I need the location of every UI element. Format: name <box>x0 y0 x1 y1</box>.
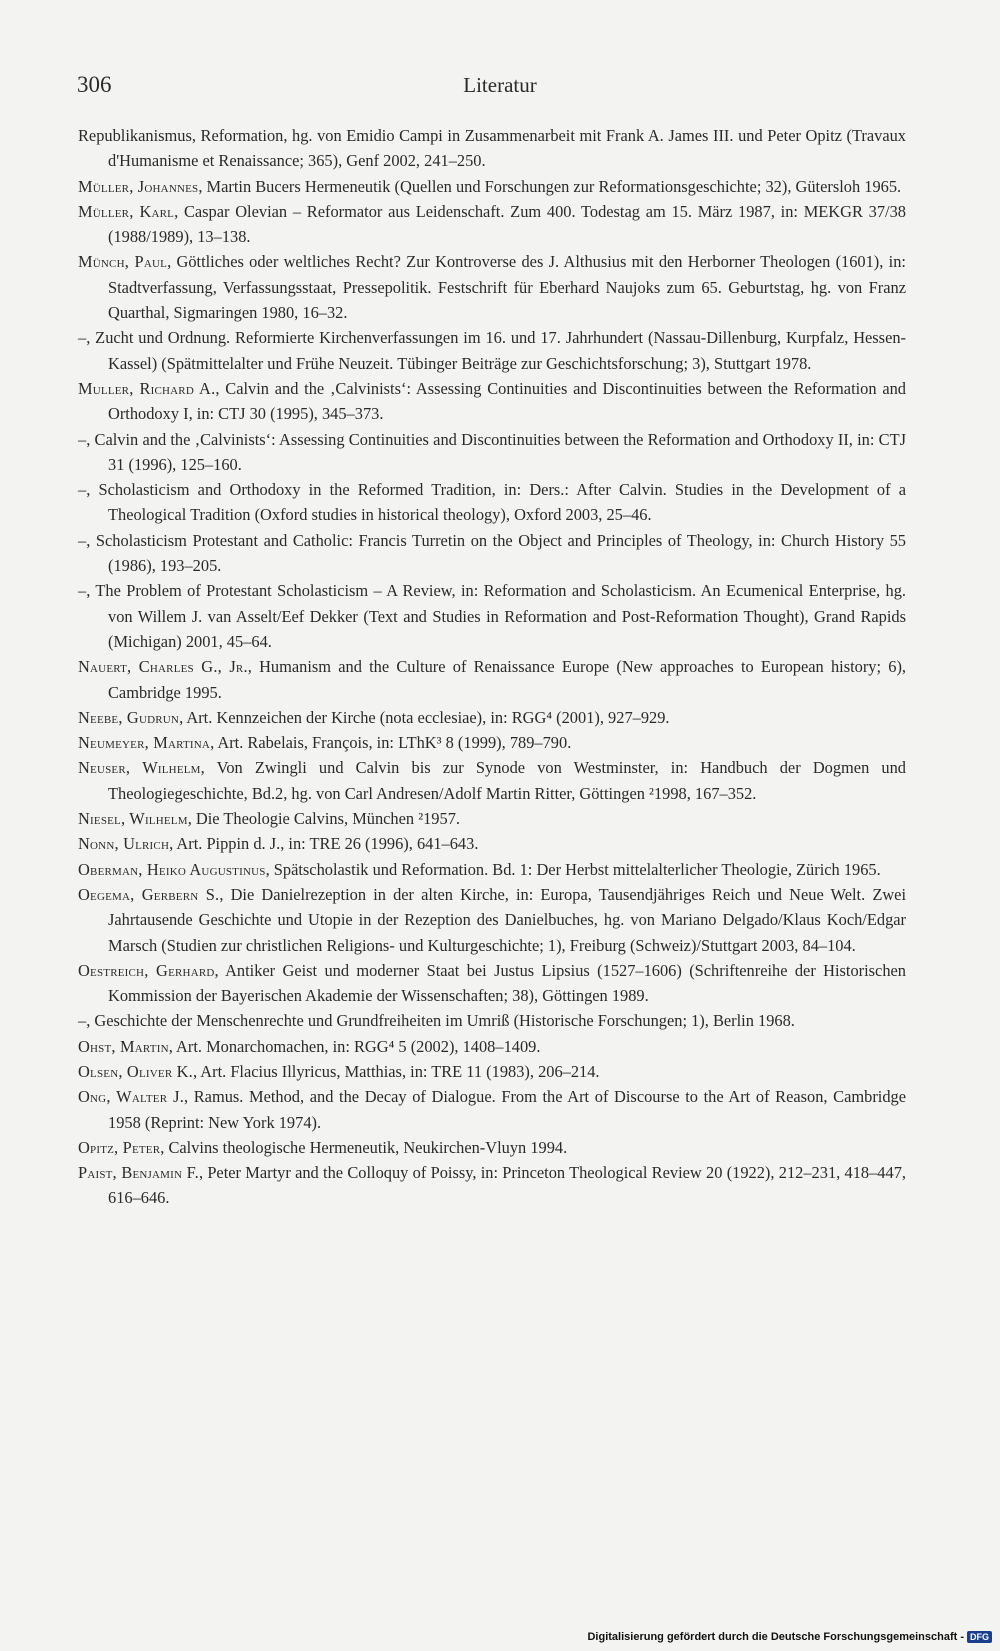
bib-entry <box>78 174 906 199</box>
bib-text: , Peter Martyr and the Colloquy of Poissy, in: Princeton Theological Review 20 (1922), 212–231, 418–447, 616–646. <box>108 1163 906 1208</box>
bib-entry <box>78 1135 906 1160</box>
bib-text: , Art. Pippin d. J., in: TRE 26 (1996), 641–643. <box>169 834 479 854</box>
bib-text: –, Scholasticism and Orthodoxy in the Reformed Tradition, in: Ders.: After Calvin. Studies in the Development of a Theological Tradition (Oxford studies in historical theology), Oxford 2003, 25–46. <box>78 480 906 525</box>
bib-text: , Die Theologie Calvins, München ²1957. <box>187 809 460 829</box>
bib-text: –, Zucht und Ordnung. Reformierte Kirchenverfassungen im 16. und 17. Jahrhundert (Nassau-Dillenburg, Kurpfalz, Hessen-Kassel) (Spätmittelalter und Frühe Neuzeit. Tübinger Beiträge zur Geschichtsforschung; 3), Stuttgart 1978. <box>78 328 906 373</box>
bib-text: , Humanism and the Culture of Renaissance Europe (New approaches to European history; 6), Cambridge 1995. <box>108 657 906 702</box>
bib-author: Opitz, Peter <box>78 1137 161 1157</box>
bib-text: , Calvins theologische Hermeneutik, Neukirchen-Vluyn 1994. <box>160 1137 568 1157</box>
bib-author: Neuser, Wilhelm <box>78 758 201 778</box>
bib-entry <box>78 376 906 427</box>
bib-author: Nonn, Ulrich <box>78 834 170 854</box>
bib-entry <box>78 958 906 1009</box>
bib-text: , Von Zwingli und Calvin bis zur Synode von Westminster, in: Handbuch der Dogmen und Theologiegeschichte, Bd.2, hg. von Carl Andresen/Adolf Martin Ritter, Göttingen ²1998, 167–352. <box>108 758 907 803</box>
bib-text: , Spätscholastik und Reformation. Bd. 1: Der Herbst mittelalterlicher Theologie, Zürich 1965. <box>265 859 881 879</box>
bib-author: Olsen, Oliver K. <box>78 1061 193 1081</box>
bib-author: Oestreich, Gerhard <box>78 960 215 980</box>
bib-entry <box>78 1160 906 1211</box>
bib-entry <box>78 857 906 882</box>
bib-entry <box>78 249 906 325</box>
bib-entry <box>78 730 906 755</box>
bib-text: , Art. Kennzeichen der Kirche (nota ecclesiae), in: RGG⁴ (2001), 927–929. <box>179 707 670 727</box>
digitization-footer <box>587 1631 992 1643</box>
bib-author: Neebe, Gudrun <box>78 707 180 727</box>
bib-author: Niesel, Wilhelm <box>78 809 188 829</box>
bib-entry <box>78 806 906 831</box>
dfg-logo: DFG <box>967 1631 992 1643</box>
bib-author: Müller, Karl <box>78 201 175 221</box>
page-number: 306 <box>77 72 112 97</box>
running-head: Literatur <box>463 73 537 97</box>
bib-entry <box>78 578 906 654</box>
bib-author: Oegema, Gerbern S. <box>78 884 220 904</box>
bib-entry <box>78 477 906 528</box>
bib-entry <box>78 1059 906 1084</box>
bib-entry <box>78 199 906 250</box>
bib-author: Paist, Benjamin F. <box>78 1163 199 1183</box>
bib-text: , Caspar Olevian – Reformator aus Leidenschaft. Zum 400. Todestag am 15. März 1987, in: MEKGR 37/38 (1988/1989), 13–138. <box>108 201 906 247</box>
bib-entry <box>78 755 906 806</box>
bib-text: , Martin Bucers Hermeneutik (Quellen und Forschungen zur Reformationsgeschichte; 32), Gütersloh 1965. <box>198 176 902 196</box>
bib-text: Republikanismus, Reformation, hg. von Emidio Campi in Zusammenarbeit mit Frank A. James III. und Peter Opitz (Travaux d'Humanisme et Renaissance; 365), Genf 2002, 241–250. <box>78 126 906 171</box>
bib-author: Ong, Walter J. <box>78 1087 184 1107</box>
bib-entry <box>78 1034 906 1059</box>
footer-text: Digitalisierung gefördert durch die Deutsche Forschungsgemeinschaft - <box>587 1631 964 1643</box>
bibliography-list <box>78 123 906 1211</box>
bib-entry <box>78 882 906 958</box>
bib-entry <box>78 1084 906 1135</box>
bib-author: Oberman, Heiko Augustinus <box>78 859 266 879</box>
bib-text: , Göttliches oder weltliches Recht? Zur Kontroverse des J. Althusius mit den Herborner Theologen (1601), in: Stadtverfassung, Verfassungsstaat, Pressepolitik. Festschrift für Eberhard Naujoks zum 65. Geburtstag, hg. von Franz Quarthal, Sigmaringen 1980, 16–32. <box>108 252 906 323</box>
bib-author: Ohst, Martin <box>78 1036 169 1056</box>
bib-author: Muller, Richard A. <box>78 378 216 398</box>
bib-text: , Ramus. Method, and the Decay of Dialogue. From the Art of Discourse to the Art of Reason, Cambridge 1958 (Reprint: New York 1974). <box>108 1087 906 1132</box>
bib-author: Nauert, Charles G., Jr. <box>78 657 248 677</box>
bib-text: , Calvin and the ‚Calvinists‘: Assessing Continuities and Discontinuities between the Reformation and Orthodoxy I, in: CTJ 30 (1995), 345–373. <box>108 378 906 424</box>
bib-text: , Art. Monarchomachen, in: RGG⁴ 5 (2002), 1408–1409. <box>168 1036 541 1056</box>
bib-text: –, Calvin and the ‚Calvinists‘: Assessing Continuities and Discontinuities between the Reformation and Orthodoxy II, in: CTJ 31 (1996), 125–160. <box>78 429 906 474</box>
bib-author: Münch, Paul <box>78 252 168 272</box>
bib-text: , Art. Flacius Illyricus, Matthias, in: TRE 11 (1983), 206–214. <box>192 1061 600 1081</box>
bib-entry <box>78 1008 906 1033</box>
bib-text: , Die Danielrezeption in der alten Kirche, in: Europa, Tausendjähriges Reich und Neue Welt. Zwei Jahrtausende Geschichte und Utopie in der Rezeption des Danielbuches, hg. von Mariano Delgado/Klaus Koch/Edgar Marsch (Studien zur christlichen Religions- und Kulturgeschichte; 1), Freiburg (Schweiz)/Stuttgart 2003, 84–104. <box>108 884 907 955</box>
bib-text: –, Geschichte der Menschenrechte und Grundfreiheiten im Umriß (Historische Forschungen; 1), Berlin 1968. <box>78 1011 795 1031</box>
bib-text: –, The Problem of Protestant Scholasticism – A Review, in: Reformation and Scholasticism. An Ecumenical Enterprise, hg. von Willem J. van Asselt/Eef Dekker (Text and Studies in Reformation and Post-Reformation Thought), Grand Rapids (Michigan) 2001, 45–64. <box>78 581 906 651</box>
bib-entry <box>78 831 906 856</box>
bib-entry <box>78 705 906 730</box>
bib-entry <box>78 325 906 376</box>
bib-author: Müller, Johannes <box>78 176 199 196</box>
bib-author: Neumeyer, Martina <box>78 733 211 753</box>
bib-entry <box>78 123 906 174</box>
bib-entry <box>78 528 906 579</box>
bib-text: –, Scholasticism Protestant and Catholic: Francis Turretin on the Object and Principles of Theology, in: Church History 55 (1986), 193–205. <box>78 530 906 576</box>
bib-entry <box>78 427 906 478</box>
bib-entry <box>78 654 906 705</box>
bib-text: , Art. Rabelais, François, in: LThK³ 8 (1999), 789–790. <box>210 733 572 753</box>
bib-text: , Antiker Geist und moderner Staat bei Justus Lipsius (1527–1606) (Schriftenreihe der Historischen Kommission der Bayerischen Akademie der Wissenschaften; 38), Göttingen 1989. <box>108 960 907 1006</box>
